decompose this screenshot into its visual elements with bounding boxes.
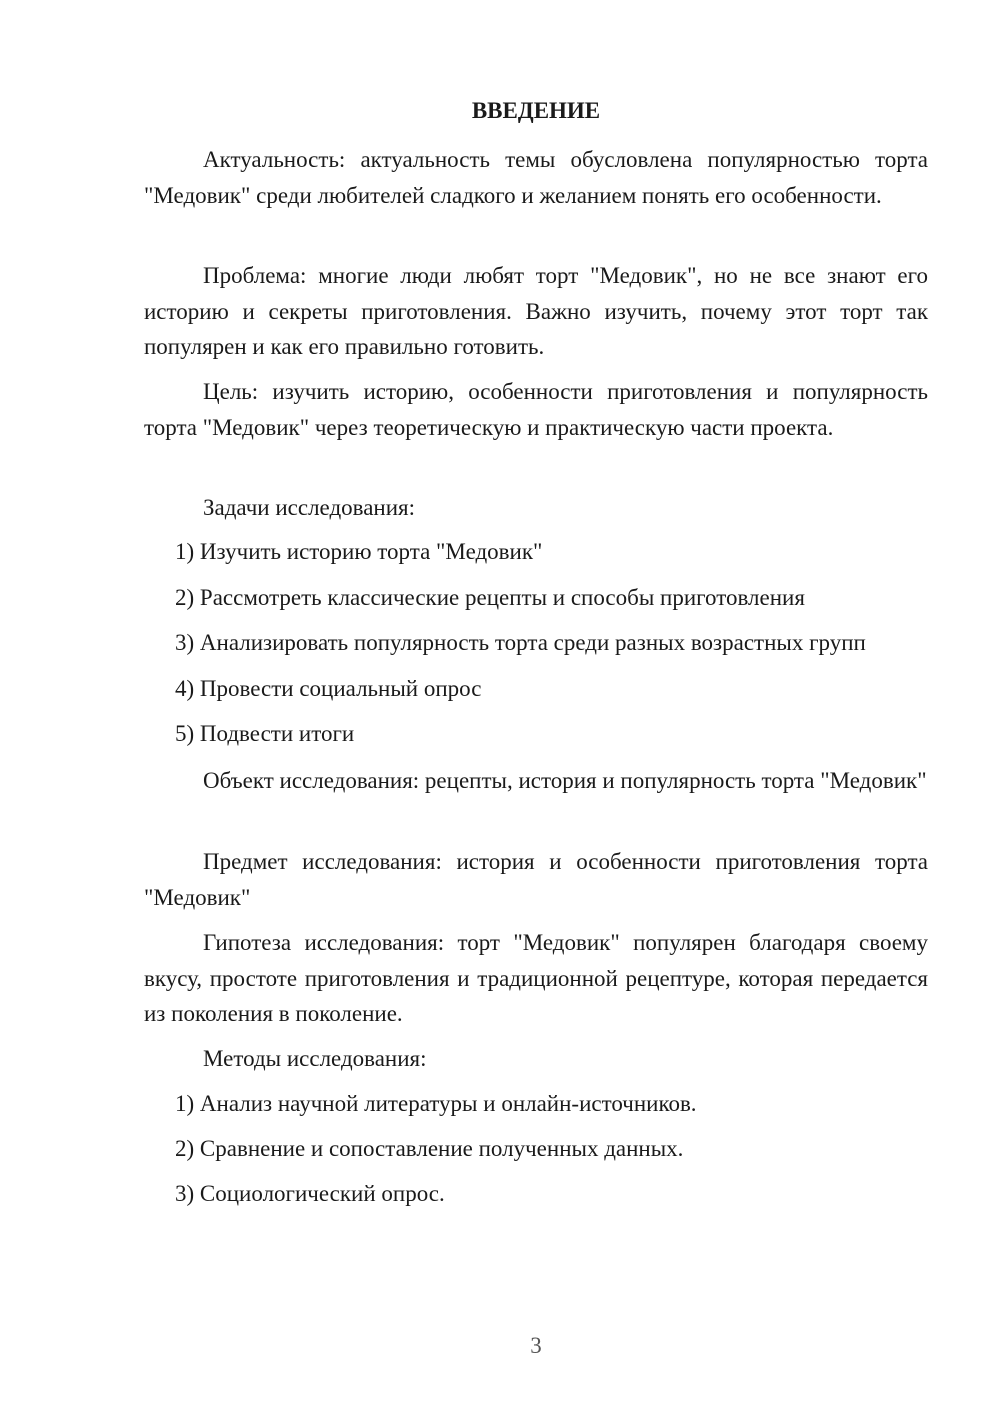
page-number: 3 bbox=[530, 1333, 542, 1358]
task-item: 1) Изучить историю торта "Медовик" bbox=[175, 539, 543, 564]
object-paragraph: Объект исследования: рецепты, история и популярность торта "Медовик" bbox=[203, 768, 927, 793]
hypothesis-paragraph: Гипотеза исследования: торт "Медовик" популярен благодаря своему вкусу, простоте приготовления и традиционной рецептуре, которая передается из поколения в поколение. bbox=[144, 930, 928, 1026]
method-item: 1) Анализ научной литературы и онлайн-источников. bbox=[175, 1091, 697, 1116]
problem-paragraph: Проблема: многие люди любят торт "Медовик", но не все знают его историю и секреты приготовления. Важно изучить, почему этот торт так популярен и как его правильно готовить. bbox=[144, 263, 928, 359]
tasks-title: Задачи исследования: bbox=[203, 495, 416, 520]
method-item: 3) Социологический опрос. bbox=[175, 1181, 445, 1206]
method-item: 2) Сравнение и сопоставление полученных данных. bbox=[175, 1136, 684, 1161]
task-item: 4) Провести социальный опрос bbox=[175, 676, 482, 701]
task-item: 5) Подвести итоги bbox=[175, 721, 355, 746]
subject-paragraph: Предмет исследования: история и особенности приготовления торта "Медовик" bbox=[144, 849, 928, 910]
goal-paragraph: Цель: изучить историю, особенности приготовления и популярность торта "Медовик" через теоретическую и практическую части проекта. bbox=[144, 379, 928, 440]
task-item: 3) Анализировать популярность торта среди разных возрастных групп bbox=[175, 630, 866, 655]
task-item: 2) Рассмотреть классические рецепты и способы приготовления bbox=[175, 585, 805, 610]
relevance-paragraph: Актуальность: актуальность темы обусловлена популярностью торта "Медовик" среди любителей сладкого и желанием понять его особенности. bbox=[144, 147, 928, 208]
methods-title: Методы исследования: bbox=[203, 1046, 427, 1071]
section-heading: ВВЕДЕНИЕ bbox=[471, 98, 601, 123]
